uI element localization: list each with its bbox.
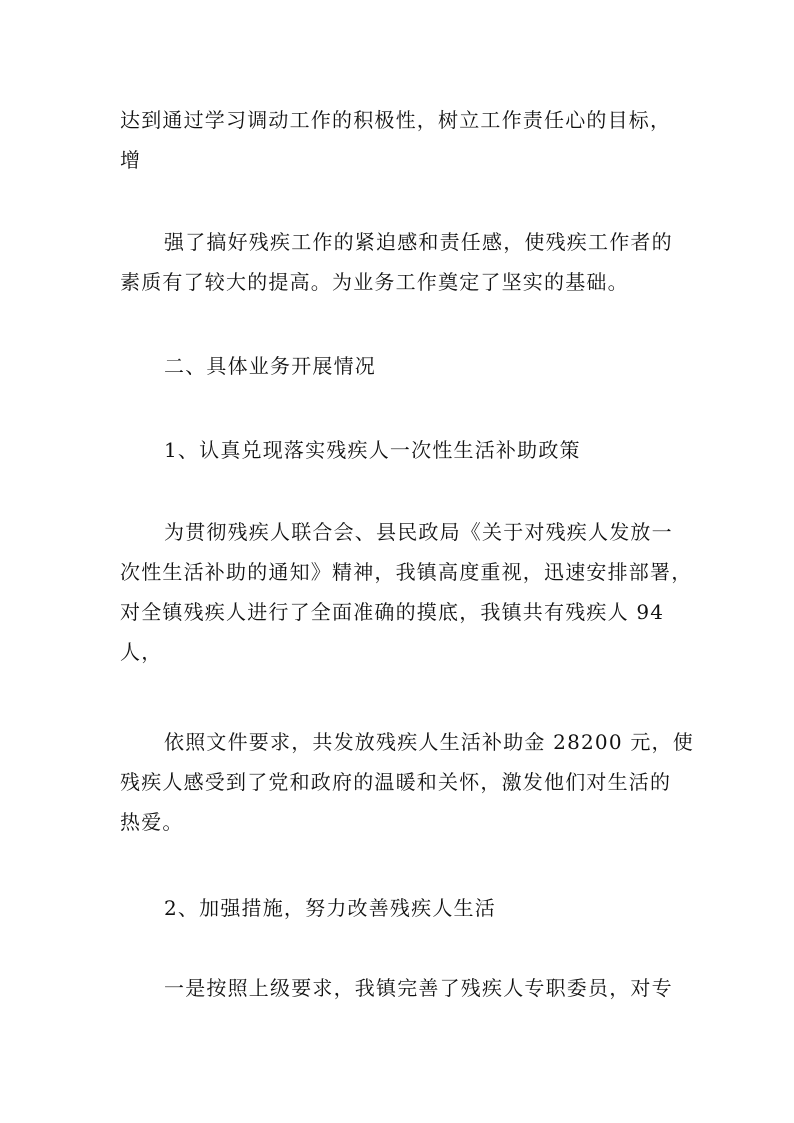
paragraph-line: 达到通过学习调动工作的积极性，树立工作责任心的目标， (120, 108, 672, 132)
paragraph-awareness (120, 222, 680, 302)
paragraph-line: 残疾人感受到了党和政府的温暖和关怀，激发他们对生活的 (120, 770, 672, 794)
paragraph-survey (120, 512, 693, 672)
paragraph-line: 人， (120, 640, 163, 664)
section-heading (120, 346, 680, 386)
paragraph-line: 依照文件要求，共发放残疾人生活补助金 28200 元，使 (164, 730, 694, 754)
heading-line: 1、认真兑现落实残疾人一次性生活补助政策 (164, 438, 581, 462)
heading-line: 二、具体业务开展情况 (164, 354, 376, 378)
paragraph-line: 素质有了较大的提高。为业务工作奠定了坚实的基础。 (120, 270, 629, 294)
paragraph-line: 热爱。 (120, 810, 184, 834)
paragraph-line: 对全镇残疾人进行了全面准确的摸底，我镇共有残疾人 94 (120, 600, 665, 624)
paragraph-line: 增 (120, 148, 142, 172)
paragraph-measures (120, 968, 680, 1008)
subsection-heading-2 (120, 888, 680, 928)
paragraph-subsidy (120, 722, 694, 842)
paragraph-line: 为贯彻残疾人联合会、县民政局《关于对残疾人发放一 (164, 520, 673, 544)
paragraph-line: 次性生活补助的通知》精神，我镇高度重视，迅速安排部署， (120, 560, 693, 584)
paragraph-line: 强了搞好残疾工作的紧迫感和责任感，使残疾工作者的 (164, 230, 673, 254)
heading-line: 2、加强措施，努力改善残疾人生活 (164, 896, 496, 920)
paragraph-line: 一是按照上级要求，我镇完善了残疾人专职委员，对专 (164, 976, 673, 1000)
paragraph-goal (120, 100, 680, 180)
subsection-heading-1 (120, 430, 680, 470)
